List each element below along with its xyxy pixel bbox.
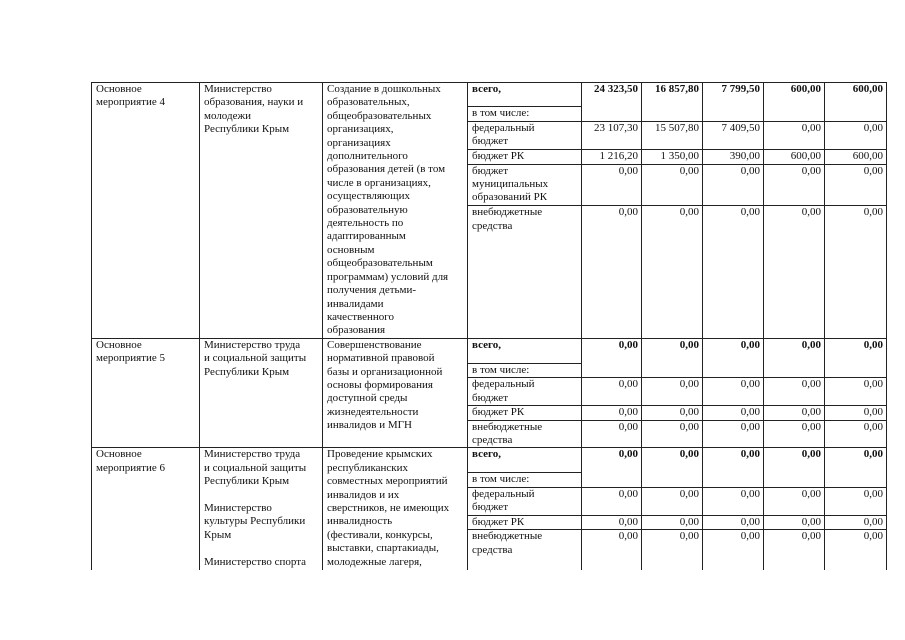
total-value-cell: 0,00: [642, 338, 703, 377]
source-value-cell: 0,00: [825, 378, 887, 406]
source-value-cell: 0,00: [825, 406, 887, 420]
budget-table: [91, 82, 887, 570]
source-value-cell: 0,00: [582, 378, 642, 406]
total-value-cell: 0,00: [703, 448, 764, 487]
source-value-cell: 0,00: [825, 487, 887, 515]
total-value-cell: 600,00: [825, 83, 887, 122]
including-label-cell: в том числе:: [468, 473, 582, 487]
source-value-cell: 0,00: [703, 206, 764, 339]
source-value-cell: 0,00: [825, 206, 887, 339]
source-value-cell: 0,00: [825, 530, 887, 570]
source-value-cell: 600,00: [764, 149, 825, 164]
source-value-cell: 0,00: [703, 530, 764, 570]
executor-cell: Министерство труда и социальной защиты Республики Крым Министерство культуры Республики Крым Министерство спорта: [200, 448, 323, 570]
total-value-cell: 0,00: [703, 338, 764, 377]
program-cell: Основное мероприятие 6: [92, 448, 200, 570]
source-value-cell: 0,00: [642, 515, 703, 529]
source-value-cell: 0,00: [582, 530, 642, 570]
source-value-cell: 0,00: [825, 420, 887, 448]
budget-table-body: [92, 83, 887, 570]
source-value-cell: 15 507,80: [642, 121, 703, 149]
description-cell: Совершенствование нормативной правовой базы и организационной основы формирования доступной среды жизнедеятельности инвалидов и МГН: [323, 338, 468, 448]
source-value-cell: 1 350,00: [642, 149, 703, 164]
source-value-cell: 0,00: [764, 121, 825, 149]
source-label-cell: федеральный бюджет: [468, 121, 582, 149]
table-row: [92, 83, 887, 107]
source-value-cell: 0,00: [764, 420, 825, 448]
total-label-cell: всего,: [468, 83, 582, 107]
source-label-cell: внебюджетные средства: [468, 420, 582, 448]
program-cell: Основное мероприятие 4: [92, 83, 200, 339]
source-value-cell: 23 107,30: [582, 121, 642, 149]
source-value-cell: 0,00: [642, 487, 703, 515]
total-value-cell: 0,00: [764, 448, 825, 487]
source-label-cell: бюджет РК: [468, 515, 582, 529]
source-value-cell: 0,00: [764, 206, 825, 339]
source-value-cell: 0,00: [764, 515, 825, 529]
source-value-cell: 0,00: [703, 420, 764, 448]
total-value-cell: 0,00: [764, 338, 825, 377]
source-value-cell: 0,00: [582, 406, 642, 420]
executor-cell: Министерство труда и социальной защиты Республики Крым: [200, 338, 323, 448]
source-value-cell: 0,00: [764, 487, 825, 515]
executor-cell: Министерство образования, науки и молодежи Республики Крым: [200, 83, 323, 339]
source-value-cell: 0,00: [825, 515, 887, 529]
source-value-cell: 0,00: [764, 164, 825, 206]
source-value-cell: 0,00: [642, 164, 703, 206]
source-label-cell: федеральный бюджет: [468, 378, 582, 406]
source-label-cell: внебюджетные средства: [468, 206, 582, 339]
source-label-cell: внебюджетные средства: [468, 530, 582, 570]
source-value-cell: 0,00: [582, 487, 642, 515]
including-label-cell: в том числе:: [468, 363, 582, 377]
source-value-cell: 0,00: [764, 378, 825, 406]
source-label-cell: федеральный бюджет: [468, 487, 582, 515]
program-cell: Основное мероприятие 5: [92, 338, 200, 448]
source-value-cell: 0,00: [764, 406, 825, 420]
total-value-cell: 600,00: [764, 83, 825, 122]
source-value-cell: 1 216,20: [582, 149, 642, 164]
total-value-cell: 0,00: [642, 448, 703, 487]
source-value-cell: 0,00: [642, 420, 703, 448]
source-value-cell: 390,00: [703, 149, 764, 164]
source-label-cell: бюджет РК: [468, 149, 582, 164]
source-value-cell: 0,00: [703, 515, 764, 529]
source-value-cell: 0,00: [825, 164, 887, 206]
source-label-cell: бюджет муниципальных образований РК: [468, 164, 582, 206]
total-value-cell: 0,00: [582, 338, 642, 377]
source-value-cell: 0,00: [642, 378, 703, 406]
total-value-cell: 7 799,50: [703, 83, 764, 122]
source-value-cell: 0,00: [642, 406, 703, 420]
source-value-cell: 0,00: [582, 164, 642, 206]
including-label-cell: в том числе:: [468, 107, 582, 122]
source-value-cell: 0,00: [582, 515, 642, 529]
source-value-cell: 0,00: [582, 206, 642, 339]
description-cell: Проведение крымских республиканских совместных мероприятий инвалидов и их сверстников, не имеющих инвалидность (фестивали, конкурсы, выставки, спартакиады, молодежные лагеря,: [323, 448, 468, 570]
total-value-cell: 0,00: [825, 338, 887, 377]
total-value-cell: 24 323,50: [582, 83, 642, 122]
source-value-cell: 0,00: [642, 530, 703, 570]
total-value-cell: 0,00: [825, 448, 887, 487]
source-value-cell: 0,00: [703, 378, 764, 406]
source-value-cell: 0,00: [582, 420, 642, 448]
total-value-cell: 0,00: [582, 448, 642, 487]
total-value-cell: 16 857,80: [642, 83, 703, 122]
source-value-cell: 0,00: [642, 206, 703, 339]
total-label-cell: всего,: [468, 448, 582, 473]
source-value-cell: 7 409,50: [703, 121, 764, 149]
table-row: [92, 448, 887, 473]
source-value-cell: 0,00: [703, 406, 764, 420]
source-value-cell: 600,00: [825, 149, 887, 164]
source-label-cell: бюджет РК: [468, 406, 582, 420]
source-value-cell: 0,00: [764, 530, 825, 570]
source-value-cell: 0,00: [703, 487, 764, 515]
total-label-cell: всего,: [468, 338, 582, 363]
description-cell: Создание в дошкольных образовательных, общеобразовательных организациях, организациях дополнительного образования детей (в том числе в организациях, осуществляющих образовательную деятельность по адаптированным основным общеобразовательным программам) условий для получения детьми- инвалидами качественного образования: [323, 83, 468, 339]
source-value-cell: 0,00: [825, 121, 887, 149]
source-value-cell: 0,00: [703, 164, 764, 206]
table-row: [92, 338, 887, 363]
